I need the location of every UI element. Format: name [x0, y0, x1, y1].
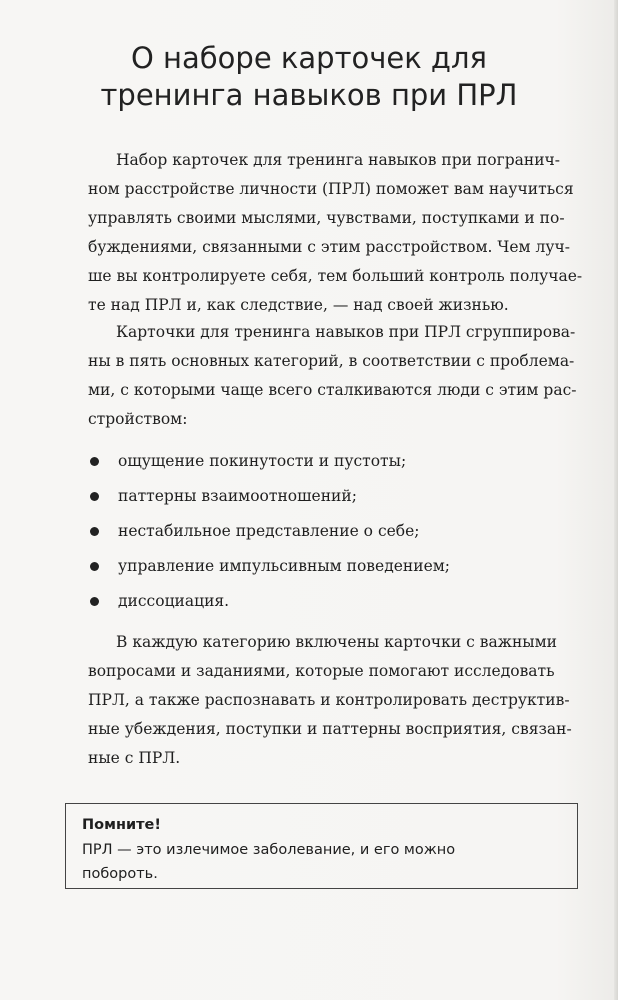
- text-line: управлять своими мыслями, чувствами, поступками и по-: [88, 209, 565, 227]
- text-line: ми, с которыми чаще всего сталкиваются люди с этим рас-: [88, 381, 577, 399]
- categories-intro-paragraph: [88, 318, 588, 434]
- text-line: ном расстройстве личности (ПРЛ) поможет вам научиться: [88, 180, 574, 198]
- list-item-text: нестабильное представление о себе;: [118, 522, 420, 540]
- text-line: ше вы контролируете себя, тем больший контроль получае-: [88, 267, 583, 285]
- text-line: Карточки для тренинга навыков при ПРЛ сгруппирова-: [116, 323, 576, 341]
- title-line: О наборе карточек для: [131, 41, 487, 75]
- list-item: [88, 516, 588, 551]
- intro-paragraph: [88, 146, 588, 320]
- title-line: тренинга навыков при ПРЛ: [100, 78, 518, 112]
- list-item-text: ощущение покинутости и пустоты;: [118, 452, 407, 470]
- page-edge: [614, 0, 618, 1000]
- bullet-icon: [90, 527, 99, 536]
- page-title: [60, 40, 558, 114]
- text-line: буждениями, связанными с этим расстройством. Чем луч-: [88, 238, 570, 256]
- list-item-text: управление импульсивным поведением;: [118, 557, 451, 575]
- closing-paragraph: [88, 628, 588, 773]
- text-line: ПРЛ — это излечимое заболевание, и его можно: [82, 842, 456, 858]
- list-item-text: паттерны взаимоотношений;: [118, 487, 357, 505]
- text-line: ные убеждения, поступки и паттерны восприятия, связан-: [88, 720, 572, 738]
- bullet-icon: [90, 562, 99, 571]
- text-line: ные с ПРЛ.: [88, 749, 181, 767]
- bullet-icon: [90, 457, 99, 466]
- list-item: [88, 551, 588, 586]
- text-line: ны в пять основных категорий, в соответствии с проблема-: [88, 352, 575, 370]
- reminder-heading: Помните!: [82, 817, 161, 833]
- text-line: В каждую категорию включены карточки с важными: [116, 633, 558, 651]
- reminder-text: [82, 838, 561, 886]
- category-list: [88, 446, 588, 621]
- text-line: стройством:: [88, 410, 188, 428]
- text-line: ПРЛ, а также распознавать и контролировать деструктив-: [88, 691, 570, 709]
- bullet-icon: [90, 492, 99, 501]
- text-line: побороть.: [82, 866, 158, 882]
- text-line: Набор карточек для тренинга навыков при погранич-: [116, 151, 561, 169]
- bullet-icon: [90, 597, 99, 606]
- text-line: вопросами и заданиями, которые помогают исследовать: [88, 662, 555, 680]
- list-item-text: диссоциация.: [118, 592, 230, 610]
- reminder-box: [65, 803, 578, 889]
- list-item: [88, 586, 588, 621]
- list-item: [88, 481, 588, 516]
- text-line: те над ПРЛ и, как следствие, — над своей жизнью.: [88, 296, 509, 314]
- list-item: [88, 446, 588, 481]
